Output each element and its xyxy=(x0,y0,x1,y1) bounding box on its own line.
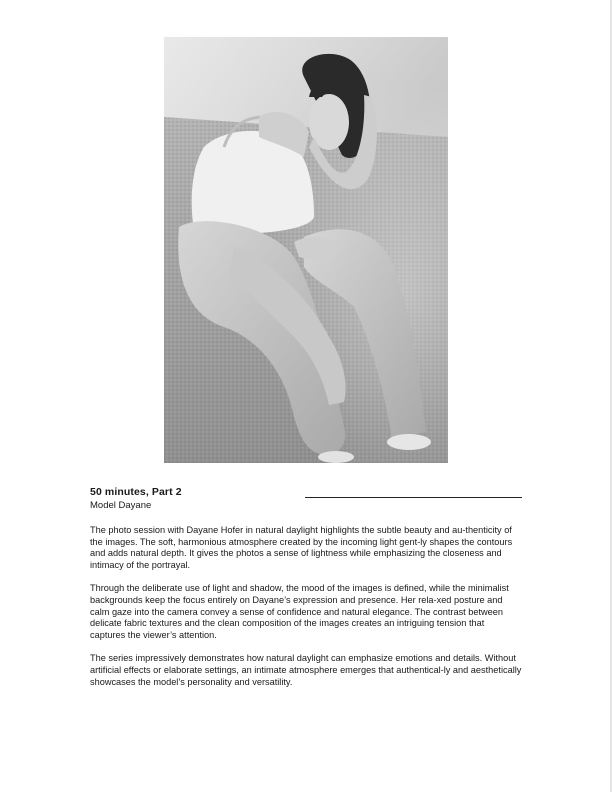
paragraph: Through the deliberate use of light and shadow, the mood of the images is defined, while the minimalist backgrounds keep the focus entirely on Dayane’s expression and presence. Her rela-xed posture and calm gaze into the camera convey a sense of confidence and natural elegance. The contrast between delicate fabric textures and the clean composition of the images creates an intriguing tension that captures the viewer’s attention. xyxy=(90,583,509,640)
paragraph: The photo session with Dayane Hofer in natural daylight highlights the subtle beauty and au-thenticity of the images. The soft, harmonious atmosphere created by the incoming light gent-ly shapes the contours and adds natural depth. It gives the photos a sense of lightness while emphasizing the closeness and intimacy of the portrayal. xyxy=(90,525,513,570)
portrait-photo xyxy=(164,37,448,463)
caption-title: 50 minutes, Part 2 xyxy=(90,486,182,498)
caption-subtitle: Model Dayane xyxy=(90,500,152,511)
paragraph: The series impressively demonstrates how natural daylight can emphasize emotions and details. Without artificial effects or elaborate settings, an intimate atmosphere emerges that authentical-ly and aesthetically showcases the model’s personality and versatility. xyxy=(90,653,522,687)
caption-divider xyxy=(305,497,522,498)
article-body xyxy=(90,525,522,700)
